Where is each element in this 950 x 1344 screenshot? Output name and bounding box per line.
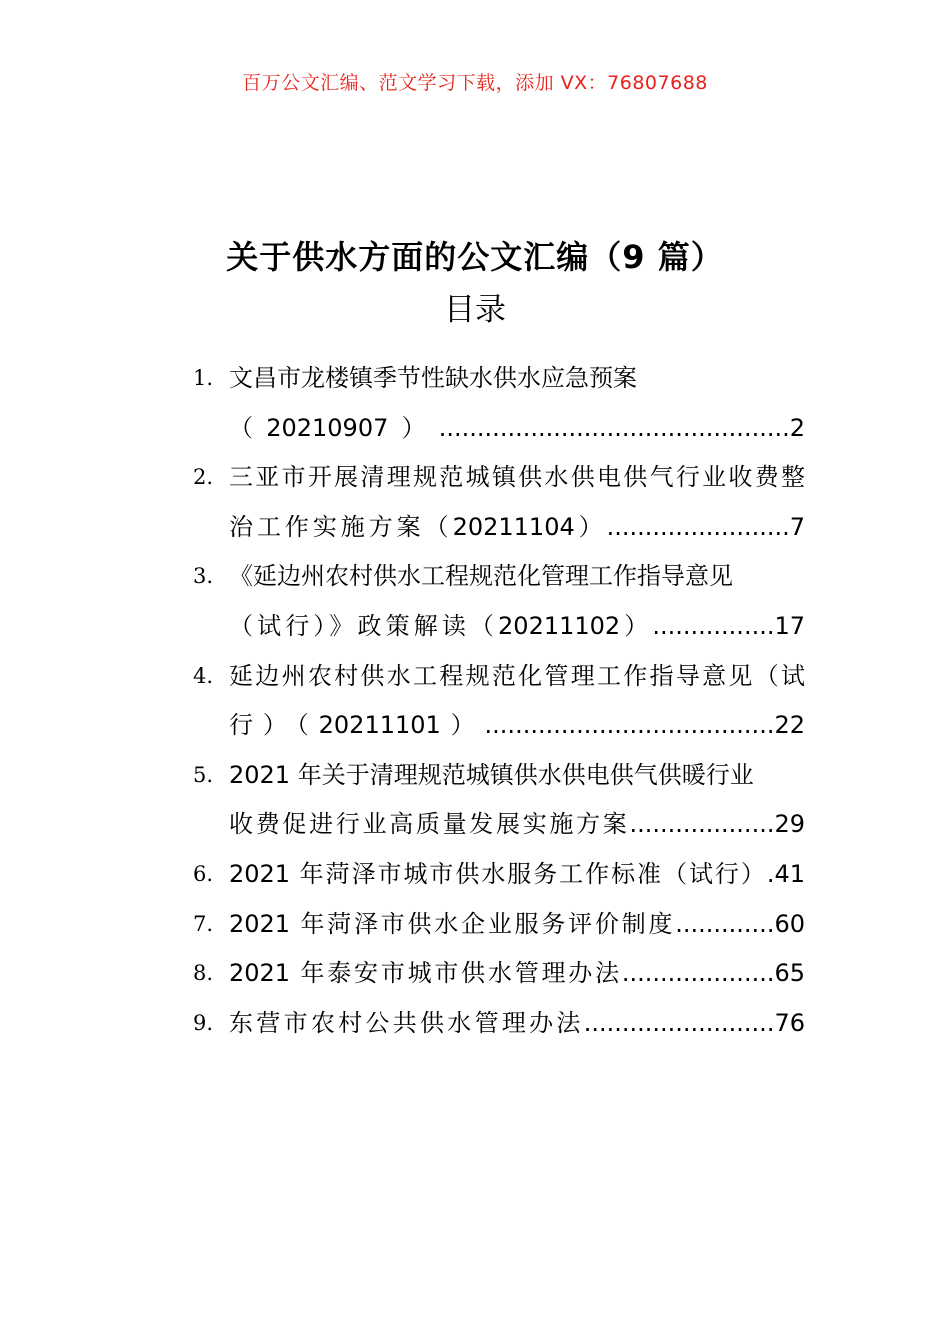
toc-item-line — [229, 949, 805, 999]
toc-page-number: 29 — [774, 810, 805, 839]
toc-item-number: 1. — [193, 366, 214, 390]
toc-leader: . — [766, 859, 775, 888]
toc-item-line — [229, 999, 805, 1049]
toc-leader: .............................................. — [438, 413, 790, 442]
toc-item-number: 5. — [193, 762, 214, 787]
toc-item-line — [229, 602, 805, 652]
toc-item-text: 2021 年菏泽市城市供水服务工作标准（试行） — [229, 859, 767, 888]
toc-leader: ................... — [629, 810, 775, 839]
toc-item-line — [229, 503, 805, 553]
toc-item-line: 三亚市开展清理规范城镇供水供电供气行业收费整 — [229, 463, 805, 492]
toc-item-7[interactable] — [193, 900, 805, 950]
toc-item-line — [229, 800, 805, 850]
toc-item-number: 3. — [193, 564, 214, 589]
toc-item-text: 行）（20211101） — [229, 711, 485, 740]
toc-item-line: 延边州农村供水工程规范化管理工作指导意见（试 — [229, 661, 805, 690]
toc-page-number: 7 — [789, 512, 805, 541]
table-of-contents — [193, 354, 805, 1048]
toc-item-number: 8. — [193, 961, 214, 986]
toc-item-line — [229, 850, 805, 900]
toc-item-line: 2021 年关于清理规范城镇供水供电供气供暖行业 — [229, 760, 754, 789]
toc-item-line — [229, 701, 805, 751]
toc-item-text: 2021 年泰安市城市供水管理办法 — [229, 959, 622, 988]
toc-leader: ........................ — [606, 512, 790, 541]
toc-item-line — [229, 900, 805, 950]
toc-page-number: 65 — [774, 959, 805, 988]
toc-page-number: 17 — [774, 611, 805, 640]
toc-item-text: （试行）》政策解读（20211102） — [229, 611, 653, 640]
toc-item-text: 治工作实施方案（20211104） — [229, 512, 607, 541]
toc-item-text: 东营市农村公共供水管理办法 — [229, 1008, 584, 1037]
document-title: 关于供水方面的公文汇编（9 篇） — [226, 238, 724, 276]
toc-leader: .................... — [621, 959, 775, 988]
toc-item-2[interactable] — [193, 453, 805, 552]
toc-page-number: 76 — [774, 1008, 805, 1037]
toc-heading: 目录 — [444, 292, 506, 328]
toc-item-text: （20210907） — [229, 413, 439, 442]
toc-page-number: 2 — [789, 413, 805, 442]
toc-item-9[interactable] — [193, 999, 805, 1049]
toc-page-number: 60 — [774, 909, 805, 938]
toc-item-8[interactable] — [193, 949, 805, 999]
toc-leader: ...................................... — [484, 711, 775, 740]
toc-item-1[interactable] — [193, 354, 805, 453]
toc-page-number: 41 — [774, 859, 805, 888]
toc-item-3[interactable] — [193, 552, 805, 651]
toc-page-number: 22 — [774, 711, 805, 740]
toc-item-6[interactable] — [193, 850, 805, 900]
toc-item-text: 收费促进行业高质量发展实施方案 — [229, 810, 630, 839]
toc-item-number: 2. — [193, 465, 214, 490]
toc-leader: ............. — [675, 909, 775, 938]
toc-item-number: 4. — [193, 663, 214, 688]
toc-item-number: 7. — [193, 911, 214, 936]
toc-item-text: 2021 年菏泽市供水企业服务评价制度 — [229, 909, 676, 938]
header-note: 百万公文汇编、范文学习下载，添加 VX：76807688 — [242, 72, 708, 94]
toc-item-number: 9. — [193, 1010, 214, 1035]
toc-item-5[interactable] — [193, 751, 805, 850]
toc-item-4[interactable] — [193, 652, 805, 751]
toc-leader: ......................... — [583, 1008, 775, 1037]
toc-item-line: 文昌市龙楼镇季节性缺水供水应急预案 — [229, 364, 637, 392]
toc-leader: ................ — [652, 611, 775, 640]
toc-item-line: 《延边州农村供水工程规范化管理工作指导意见 — [229, 562, 733, 591]
toc-item-line — [229, 404, 805, 454]
toc-item-number: 6. — [193, 861, 214, 886]
